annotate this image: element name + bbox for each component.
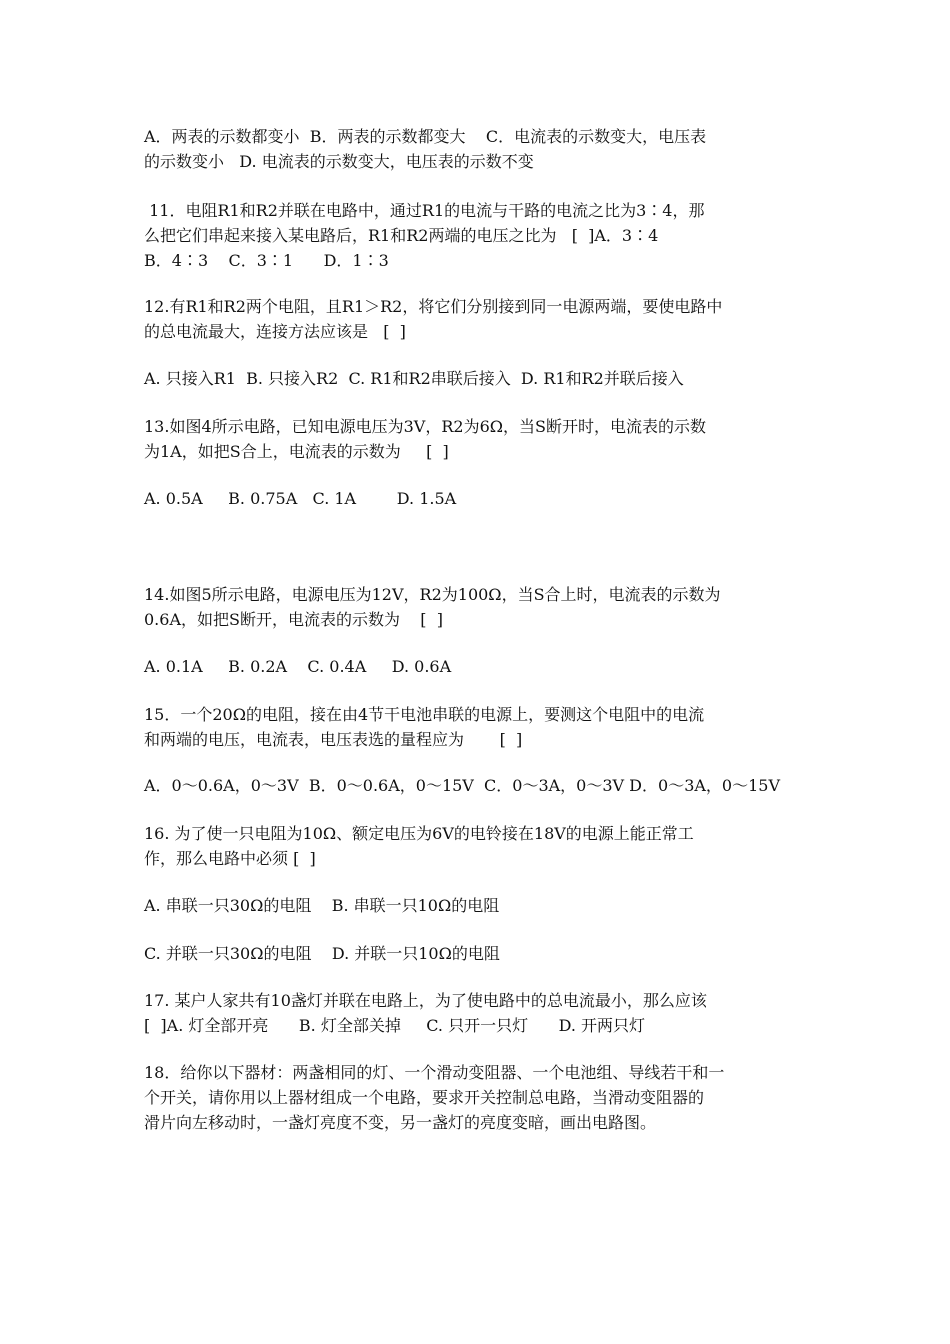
question-12-options-line: A. 只接入R1 B. 只接入R2 C. R1和R2串联后接入 D. R1和R2并联后接入 bbox=[144, 369, 684, 388]
question-16 bbox=[144, 821, 694, 871]
question-14-line-2: 0.6A，如把S断开，电流表的示数为 [ ] bbox=[144, 610, 443, 629]
question-12-line-1: 12.有R1和R2两个电阻，且R1＞R2，将它们分别接到同一电源两端，要使电路中 bbox=[144, 297, 723, 316]
question-10-options bbox=[144, 124, 706, 174]
question-10-options-line-2: 的示数变小 D. 电流表的示数变大，电压表的示数不变 bbox=[144, 152, 534, 171]
question-11-line-2: 么把它们串起来接入某电路后，R1和R2两端的电压之比为 [ ]A．3∶4 bbox=[144, 226, 659, 245]
question-15-options bbox=[144, 773, 780, 798]
question-17 bbox=[144, 988, 707, 1038]
question-11 bbox=[144, 198, 705, 273]
question-15-options-line: A．0～0.6A，0～3V B．0～0.6A，0～15V C．0～3A，0～3V D．0～3A，0～15V bbox=[144, 776, 781, 795]
question-16-line-2: 作，那么电路中必须 [ ] bbox=[144, 849, 316, 868]
question-13 bbox=[144, 414, 706, 464]
question-13-line-1: 13.如图4所示电路，已知电源电压为3V，R2为6Ω，当S断开时，电流表的示数 bbox=[144, 417, 706, 436]
question-14 bbox=[144, 582, 721, 632]
question-10-options-line-1: A．两表的示数都变小 B．两表的示数都变大 C．电流表的示数变大，电压表 bbox=[144, 127, 707, 146]
question-18-line-3: 滑片向左移动时，一盏灯亮度不变，另一盏灯的亮度变暗，画出电路图。 bbox=[144, 1113, 657, 1132]
question-17-line-2: [ ]A. 灯全部开亮 B. 灯全部关掉 C. 只开一只灯 D. 开两只灯 bbox=[144, 1016, 646, 1035]
question-11-line-3: B．4∶3 C．3∶1 D．1∶3 bbox=[144, 251, 389, 270]
question-16-line-1: 16. 为了使一只电阻为10Ω、额定电压为6V的电铃接在18V的电源上能正常工 bbox=[144, 824, 694, 843]
question-15 bbox=[144, 702, 704, 752]
question-14-line-1: 14.如图5所示电路，电源电压为12V，R2为100Ω，当S合上时，电流表的示数为 bbox=[144, 585, 721, 604]
question-18-line-2: 个开关，请你用以上器材组成一个电路，要求开关控制总电路，当滑动变阻器的 bbox=[144, 1088, 705, 1107]
question-14-options-line: A. 0.1A B. 0.2A C. 0.4A D. 0.6A bbox=[144, 657, 452, 676]
question-12-options bbox=[144, 366, 684, 391]
question-12 bbox=[144, 294, 722, 344]
question-17-line-1: 17. 某户人家共有10盏灯并联在电路上，为了使电路中的总电流最小，那么应该 bbox=[144, 991, 707, 1010]
question-18-line-1: 18．给你以下器材：两盏相同的灯、一个滑动变阻器、一个电池组、导线若干和一 bbox=[144, 1063, 725, 1082]
question-18 bbox=[144, 1060, 724, 1135]
question-13-options bbox=[144, 486, 456, 511]
question-16-options-1 bbox=[144, 893, 499, 918]
question-14-options bbox=[144, 654, 451, 679]
question-15-line-1: 15．一个20Ω的电阻，接在由4节干电池串联的电源上，要测这个电阻中的电流 bbox=[144, 705, 705, 724]
question-12-line-2: 的总电流最大，连接方法应该是 [ ] bbox=[144, 322, 406, 341]
question-16-options-line-1: A. 串联一只30Ω的电阻 B. 串联一只10Ω的电阻 bbox=[144, 896, 500, 915]
question-15-line-2: 和两端的电压，电流表，电压表选的量程应为 [ ] bbox=[144, 730, 523, 749]
question-16-options-line-2: C. 并联一只30Ω的电阻 D. 并联一只10Ω的电阻 bbox=[144, 944, 500, 963]
question-13-options-line: A. 0.5A B. 0.75A C. 1A D. 1.5A bbox=[144, 489, 457, 508]
question-13-line-2: 为1A，如把S合上，电流表的示数为 [ ] bbox=[144, 442, 449, 461]
question-16-options-2 bbox=[144, 941, 500, 966]
question-11-line-1: 11．电阻R1和R2并联在电路中，通过R1的电流与干路的电流之比为3∶4，那 bbox=[144, 201, 705, 220]
